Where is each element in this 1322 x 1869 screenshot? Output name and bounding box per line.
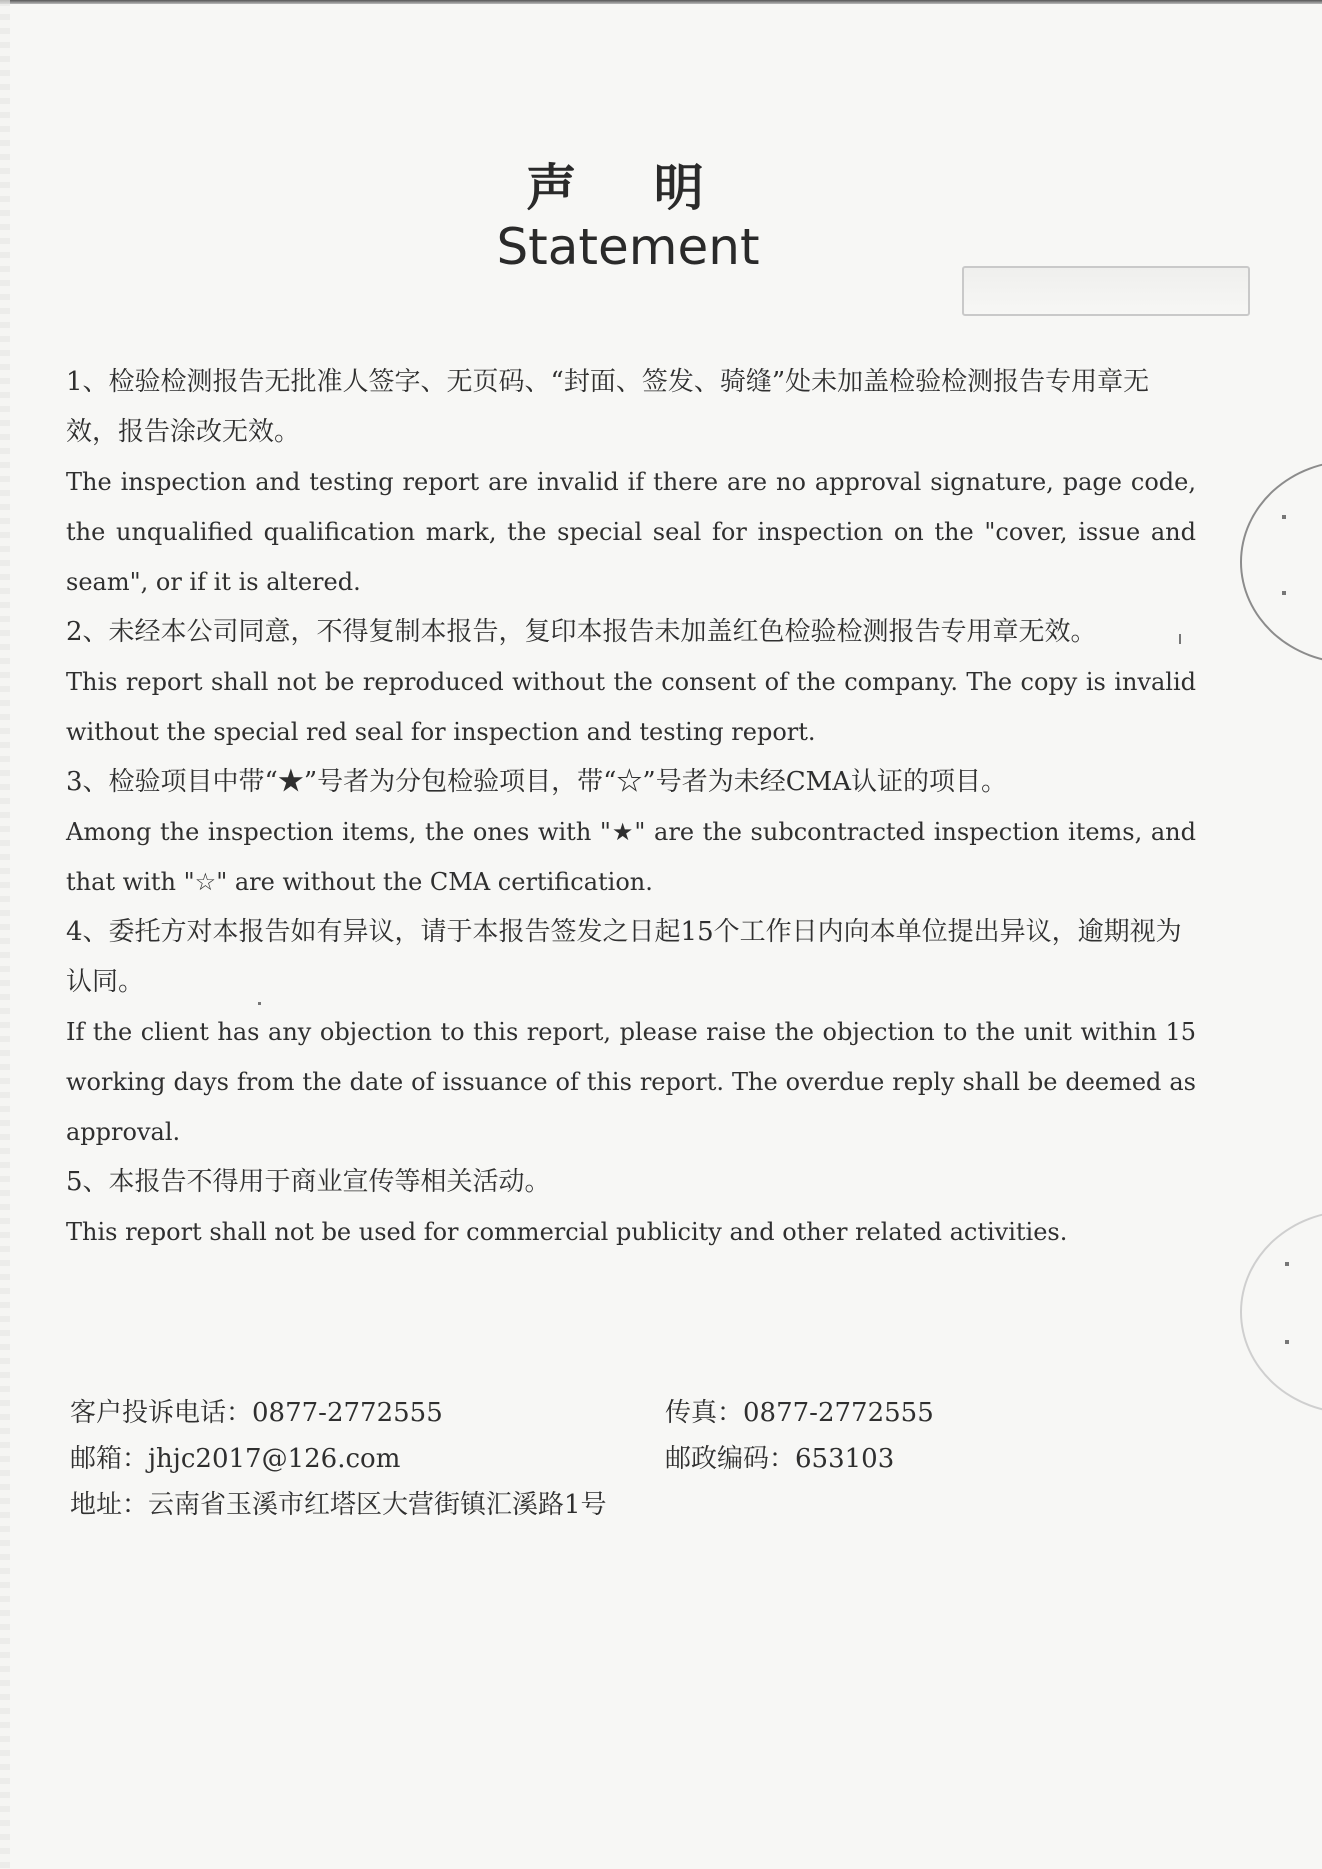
binding-hole-top (1240, 460, 1322, 664)
contact-left-column (70, 1390, 607, 1528)
scan-speck (1179, 634, 1181, 644)
statement-item-3-en: Among the inspection items, the ones with "★" are the subcontracted inspection items, and that with "☆" are without the CMA certification. (66, 818, 1196, 896)
email: 邮箱：jhjc2017@126.com (70, 1444, 401, 1474)
statement-item-1-zh: 1、检验检测报告无批准人签字、无页码、“封面、签发、骑缝”处未加盖检验检测报告专用章无效，报告涂改无效。 (66, 367, 1150, 447)
postcode: 邮政编码：653103 (665, 1444, 895, 1474)
tape-mark (962, 266, 1250, 316)
scan-speck (1285, 1262, 1289, 1266)
statement-item-1-en: The inspection and testing report are invalid if there are no approval signature, page code, the unqualified qualification mark, the special seal for inspection on the "cover, issue and seam", or if it is altered. (66, 468, 1196, 596)
statement-item-4-en: If the client has any objection to this report, please raise the objection to the unit within 15 working days from the date of issuance of this report. The overdue reply shall be deemed as approval. (66, 1018, 1196, 1146)
contact-right-column (665, 1390, 934, 1482)
page-title-english: Statement (496, 218, 760, 276)
statement-body (66, 357, 1196, 1257)
scan-speck (1285, 1340, 1289, 1344)
page-title-chinese: 声 明 (526, 158, 734, 217)
statement-item-2-en: This report shall not be reproduced without the consent of the company. The copy is invalid without the special red seal for inspection and testing report. (66, 668, 1196, 746)
scan-speck (1282, 515, 1286, 519)
scan-speck (258, 1002, 261, 1005)
scan-top-edge (0, 0, 1322, 4)
complaint-phone: 客户投诉电话：0877-2772555 (70, 1398, 443, 1428)
binding-hole-bottom (1240, 1210, 1322, 1414)
statement-item-4-zh: 4、委托方对本报告如有异议，请于本报告签发之日起15个工作日内向本单位提出异议，逾期视为认同。 (66, 917, 1182, 997)
fax: 传真：0877-2772555 (665, 1398, 934, 1428)
scan-speck (1282, 591, 1286, 595)
scan-left-edge (0, 0, 10, 1869)
statement-item-3-zh: 3、检验项目中带“★”号者为分包检验项目，带“☆”号者为未经CMA认证的项目。 (66, 767, 1008, 797)
statement-item-5-en: This report shall not be used for commercial publicity and other related activities. (66, 1218, 1068, 1246)
statement-item-2-zh: 2、未经本公司同意，不得复制本报告，复印本报告未加盖红色检验检测报告专用章无效。 (66, 617, 1097, 647)
statement-item-5-zh: 5、本报告不得用于商业宣传等相关活动。 (66, 1167, 551, 1197)
address: 地址：云南省玉溪市红塔区大营街镇汇溪路1号 (70, 1490, 607, 1520)
